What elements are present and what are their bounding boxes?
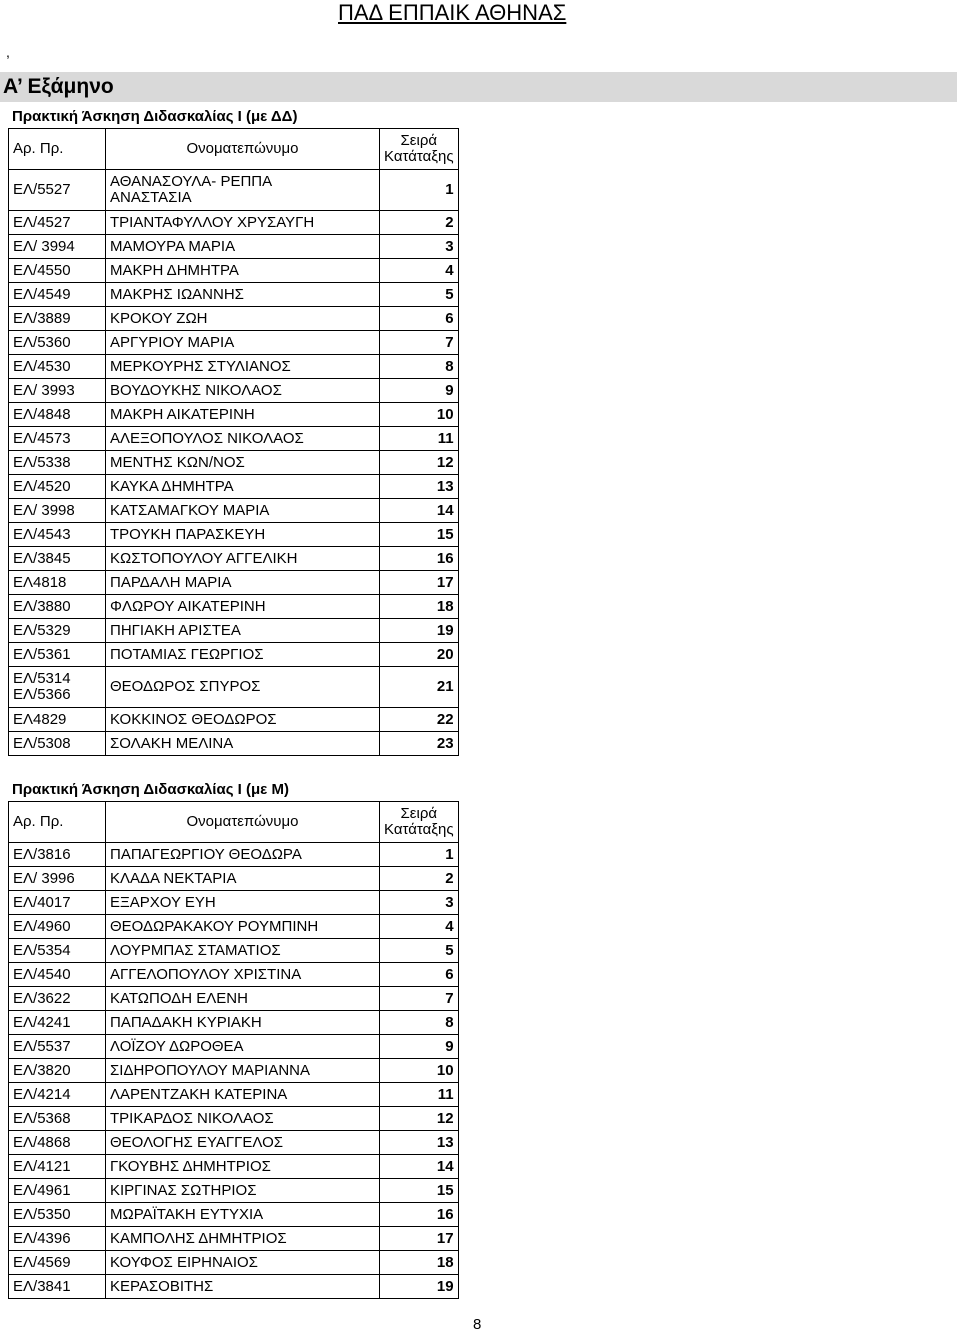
table-row	[9, 307, 459, 331]
cell-rank: 8	[380, 1011, 459, 1035]
column-header-rank	[380, 802, 459, 843]
cell-name: ΑΡΓΥΡΙΟΥ ΜΑΡΙΑ	[106, 331, 380, 355]
page-number: 8	[473, 1316, 482, 1333]
cell-name: ΠΗΓΙΑΚΗ ΑΡΙΣΤΕΑ	[106, 619, 380, 643]
cell-code: ΕΛ/5338	[9, 451, 106, 475]
cell-name: ΜΑΚΡΗ ΔΗΜΗΤΡΑ	[106, 259, 380, 283]
cell-code: ΕΛ/3816	[9, 843, 106, 867]
cell-name: ΛΟΪΖΟΥ ΔΩΡΟΘΕΑ	[106, 1035, 380, 1059]
cell-code: ΕΛ/5350	[9, 1203, 106, 1227]
cell-rank: 7	[380, 987, 459, 1011]
table-row	[9, 1203, 459, 1227]
cell-rank: 18	[380, 595, 459, 619]
cell-name: ΕΞΑΡΧΟΥ ΕΥΗ	[106, 891, 380, 915]
cell-rank: 2	[380, 211, 459, 235]
cell-name: ΚΙΡΓΙΝΑΣ ΣΩΤΗΡΙΟΣ	[106, 1179, 380, 1203]
table-row	[9, 1251, 459, 1275]
table-row	[9, 708, 459, 732]
cell-rank: 19	[380, 1275, 459, 1299]
cell-name: ΤΡΙΚΑΡΔΟΣ ΝΙΚΟΛΑΟΣ	[106, 1107, 380, 1131]
cell-code: ΕΛ/4396	[9, 1227, 106, 1251]
table-row	[9, 843, 459, 867]
table-row	[9, 732, 459, 756]
cell-code: ΕΛ/4543	[9, 523, 106, 547]
cell-code: ΕΛ/3880	[9, 595, 106, 619]
cell-code: ΕΛ4818	[9, 571, 106, 595]
cell-code: ΕΛ/5527	[9, 170, 106, 211]
table-row	[9, 475, 459, 499]
cell-code: ΕΛ/ 3993	[9, 379, 106, 403]
cell-code	[9, 667, 106, 708]
cell-code: ΕΛ/4540	[9, 963, 106, 987]
table-row	[9, 1131, 459, 1155]
cell-rank: 6	[380, 963, 459, 987]
table-row	[9, 1059, 459, 1083]
cell-code: ΕΛ/4569	[9, 1251, 106, 1275]
table-row	[9, 595, 459, 619]
cell-code: ΕΛ/ 3994	[9, 235, 106, 259]
cell-code: ΕΛ/4573	[9, 427, 106, 451]
cell-name: ΚΩΣΤΟΠΟΥΛΟΥ ΑΓΓΕΛΙΚΗ	[106, 547, 380, 571]
cell-name: ΛΑΡΕΝΤΖΑΚΗ ΚΑΤΕΡΙΝΑ	[106, 1083, 380, 1107]
cell-rank: 20	[380, 643, 459, 667]
cell-code: ΕΛ/3889	[9, 307, 106, 331]
cell-name: ΚΑΤΣΑΜΑΓΚΟΥ ΜΑΡΙΑ	[106, 499, 380, 523]
cell-rank: 10	[380, 403, 459, 427]
table-row	[9, 331, 459, 355]
cell-rank: 3	[380, 235, 459, 259]
cell-code: ΕΛ/5354	[9, 939, 106, 963]
cell-name: ΚΟΚΚΙΝΟΣ ΘΕΟΔΩΡΟΣ	[106, 708, 380, 732]
table-row	[9, 523, 459, 547]
cell-rank: 14	[380, 499, 459, 523]
cell-code: ΕΛ/4530	[9, 355, 106, 379]
table-row	[9, 211, 459, 235]
cell-code-line1: ΕΛ/5314	[13, 670, 71, 687]
cell-rank: 15	[380, 523, 459, 547]
cell-code: ΕΛ/4848	[9, 403, 106, 427]
cell-name: ΤΡΟΥΚΗ ΠΑΡΑΣΚΕΥΗ	[106, 523, 380, 547]
cell-rank: 17	[380, 1227, 459, 1251]
table-row	[9, 1083, 459, 1107]
cell-name: ΠΟΤΑΜΙΑΣ ΓΕΩΡΓΙΟΣ	[106, 643, 380, 667]
table-row	[9, 867, 459, 891]
cell-code: ΕΛ/4549	[9, 283, 106, 307]
cell-rank: 22	[380, 708, 459, 732]
table-row	[9, 939, 459, 963]
cell-code: ΕΛ/5361	[9, 643, 106, 667]
cell-name: ΚΑΜΠΟΛΗΣ ΔΗΜΗΤΡΙΟΣ	[106, 1227, 380, 1251]
cell-rank: 2	[380, 867, 459, 891]
cell-rank: 18	[380, 1251, 459, 1275]
cell-rank: 5	[380, 939, 459, 963]
column-header-code: Αρ. Πρ.	[9, 129, 106, 170]
cell-rank: 23	[380, 732, 459, 756]
cell-code: ΕΛ/3622	[9, 987, 106, 1011]
cell-code: ΕΛ/4868	[9, 1131, 106, 1155]
table-row	[9, 403, 459, 427]
table-row	[9, 963, 459, 987]
cell-name: ΚΡΟΚΟΥ ΖΩΗ	[106, 307, 380, 331]
cell-rank: 16	[380, 547, 459, 571]
cell-code: ΕΛ/4121	[9, 1155, 106, 1179]
column-header-code: Αρ. Πρ.	[9, 802, 106, 843]
cell-name: ΓΚΟΥΒΗΣ ΔΗΜΗΤΡΙΟΣ	[106, 1155, 380, 1179]
table-row	[9, 1011, 459, 1035]
cell-rank: 12	[380, 451, 459, 475]
cell-name: ΠΑΠΑΓΕΩΡΓΙΟΥ ΘΕΟΔΩΡΑ	[106, 843, 380, 867]
table-row	[9, 547, 459, 571]
table-row	[9, 667, 459, 708]
stray-comma: ,	[6, 44, 10, 60]
cell-code: ΕΛ/3845	[9, 547, 106, 571]
column-header-name: Ονοματεπώνυμο	[106, 129, 380, 170]
table-row	[9, 643, 459, 667]
cell-name: ΜΕΡΚΟΥΡΗΣ ΣΤΥΛΙΑΝΟΣ	[106, 355, 380, 379]
column-header-rank	[380, 129, 459, 170]
semester-title: Α’ Εξάμηνο	[3, 75, 114, 98]
cell-rank: 7	[380, 331, 459, 355]
section2-title: Πρακτική Άσκηση Διδασκαλίας Ι (με Μ)	[12, 781, 289, 798]
cell-rank: 11	[380, 427, 459, 451]
cell-rank: 3	[380, 891, 459, 915]
cell-rank: 4	[380, 259, 459, 283]
cell-code: ΕΛ/4520	[9, 475, 106, 499]
table-row	[9, 499, 459, 523]
table-row	[9, 915, 459, 939]
table-row	[9, 235, 459, 259]
cell-name: ΚΟΥΦΟΣ ΕΙΡΗΝΑΙΟΣ	[106, 1251, 380, 1275]
cell-code: ΕΛ/3841	[9, 1275, 106, 1299]
cell-name: ΜΩΡΑΪΤΑΚΗ ΕΥΤΥΧΙΑ	[106, 1203, 380, 1227]
table-row	[9, 355, 459, 379]
cell-rank: 13	[380, 475, 459, 499]
table-header-row	[9, 802, 459, 843]
cell-rank: 8	[380, 355, 459, 379]
cell-name-line1: ΑΘΑΝΑΣΟΥΛΑ- ΡΕΠΠΑ	[110, 173, 273, 190]
table-row	[9, 1107, 459, 1131]
cell-name: ΜΑΜΟΥΡΑ ΜΑΡΙΑ	[106, 235, 380, 259]
table-row	[9, 283, 459, 307]
cell-rank: 16	[380, 1203, 459, 1227]
cell-code: ΕΛ/4214	[9, 1083, 106, 1107]
cell-name: ΑΛΕΞΟΠΟΥΛΟΣ ΝΙΚΟΛΑΟΣ	[106, 427, 380, 451]
cell-name: ΚΛΑΔΑ ΝΕΚΤΑΡΙΑ	[106, 867, 380, 891]
semester-header	[0, 72, 957, 102]
cell-code: ΕΛ/4527	[9, 211, 106, 235]
cell-name: ΘΕΟΔΩΡΟΣ ΣΠΥΡΟΣ	[106, 667, 380, 708]
cell-code: ΕΛ/4550	[9, 259, 106, 283]
cell-name: ΤΡΙΑΝΤΑΦΥΛΛΟΥ ΧΡΥΣΑΥΓΗ	[106, 211, 380, 235]
cell-code: ΕΛ/5368	[9, 1107, 106, 1131]
cell-name: ΠΑΡΔΑΛΗ ΜΑΡΙΑ	[106, 571, 380, 595]
table-row	[9, 170, 459, 211]
table-row	[9, 451, 459, 475]
cell-code: ΕΛ/5360	[9, 331, 106, 355]
table-row	[9, 1155, 459, 1179]
table-row	[9, 427, 459, 451]
cell-code-line2: ΕΛ/5366	[13, 686, 71, 703]
cell-name: ΠΑΠΑΔΑΚΗ ΚΥΡΙΑΚΗ	[106, 1011, 380, 1035]
cell-name: ΛΟΥΡΜΠΑΣ ΣΤΑΜΑΤΙΟΣ	[106, 939, 380, 963]
table-row	[9, 1227, 459, 1251]
cell-code: ΕΛ/5537	[9, 1035, 106, 1059]
cell-rank: 17	[380, 571, 459, 595]
column-header-name: Ονοματεπώνυμο	[106, 802, 380, 843]
cell-name: ΣΙΔΗΡΟΠΟΥΛΟΥ ΜΑΡΙΑΝΝΑ	[106, 1059, 380, 1083]
table-row	[9, 987, 459, 1011]
cell-code: ΕΛ/4961	[9, 1179, 106, 1203]
cell-code: ΕΛ/4241	[9, 1011, 106, 1035]
cell-rank: 12	[380, 1107, 459, 1131]
cell-rank: 1	[380, 170, 459, 211]
column-header-rank-line2: Κατάταξης	[384, 148, 454, 165]
cell-name: ΒΟΥΔΟΥΚΗΣ ΝΙΚΟΛΑΟΣ	[106, 379, 380, 403]
cell-rank: 15	[380, 1179, 459, 1203]
cell-code: ΕΛ/5308	[9, 732, 106, 756]
column-header-rank-line1: Σειρά	[400, 805, 438, 822]
cell-code: ΕΛ/ 3998	[9, 499, 106, 523]
cell-name: ΣΟΛΑΚΗ ΜΕΛΙΝΑ	[106, 732, 380, 756]
cell-code: ΕΛ/3820	[9, 1059, 106, 1083]
cell-rank: 14	[380, 1155, 459, 1179]
cell-code: ΕΛ/ 3996	[9, 867, 106, 891]
cell-name: ΦΛΩΡΟΥ ΑΙΚΑΤΕΡΙΝΗ	[106, 595, 380, 619]
cell-rank: 6	[380, 307, 459, 331]
cell-name: ΚΑΥΚΑ ΔΗΜΗΤΡΑ	[106, 475, 380, 499]
table-row	[9, 1035, 459, 1059]
cell-rank: 9	[380, 379, 459, 403]
column-header-rank-line1: Σειρά	[400, 132, 438, 149]
document-title: ΠΑΔ ΕΠΠΑΙΚ ΑΘΗΝΑΣ	[338, 0, 567, 25]
cell-rank: 5	[380, 283, 459, 307]
section1-table	[8, 128, 459, 756]
table-row	[9, 1275, 459, 1299]
cell-name: ΘΕΟΛΟΓΗΣ ΕΥΑΓΓΕΛΟΣ	[106, 1131, 380, 1155]
cell-name-line2: ΑΝΑΣΤΑΣΙΑ	[110, 189, 192, 206]
table-header-row	[9, 129, 459, 170]
section2-table	[8, 801, 459, 1299]
cell-name: ΚΕΡΑΣΟΒΙΤΗΣ	[106, 1275, 380, 1299]
cell-rank: 1	[380, 843, 459, 867]
cell-rank: 13	[380, 1131, 459, 1155]
cell-name: ΜΑΚΡΗΣ ΙΩΑΝΝΗΣ	[106, 283, 380, 307]
cell-code: ΕΛ/4017	[9, 891, 106, 915]
cell-rank: 9	[380, 1035, 459, 1059]
section1-title: Πρακτική Άσκηση Διδασκαλίας Ι (με ΔΔ)	[12, 108, 298, 125]
table-row	[9, 379, 459, 403]
table-row	[9, 619, 459, 643]
cell-name	[106, 170, 380, 211]
cell-name: ΜΑΚΡΗ ΑΙΚΑΤΕΡΙΝΗ	[106, 403, 380, 427]
table-row	[9, 259, 459, 283]
cell-code: ΕΛ/4960	[9, 915, 106, 939]
cell-rank: 10	[380, 1059, 459, 1083]
table-row	[9, 571, 459, 595]
cell-name: ΜΕΝΤΗΣ ΚΩΝ/ΝΟΣ	[106, 451, 380, 475]
cell-name: ΑΓΓΕΛΟΠΟΥΛΟΥ ΧΡΙΣΤΙΝΑ	[106, 963, 380, 987]
cell-name: ΚΑΤΩΠΟΔΗ ΕΛΕΝΗ	[106, 987, 380, 1011]
cell-rank: 4	[380, 915, 459, 939]
cell-rank: 11	[380, 1083, 459, 1107]
cell-rank: 21	[380, 667, 459, 708]
table-row	[9, 1179, 459, 1203]
cell-code: ΕΛ4829	[9, 708, 106, 732]
cell-code: ΕΛ/5329	[9, 619, 106, 643]
column-header-rank-line2: Κατάταξης	[384, 821, 454, 838]
table-row	[9, 891, 459, 915]
cell-name: ΘΕΟΔΩΡΑΚΑΚΟΥ ΡΟΥΜΠΙΝΗ	[106, 915, 380, 939]
cell-rank: 19	[380, 619, 459, 643]
